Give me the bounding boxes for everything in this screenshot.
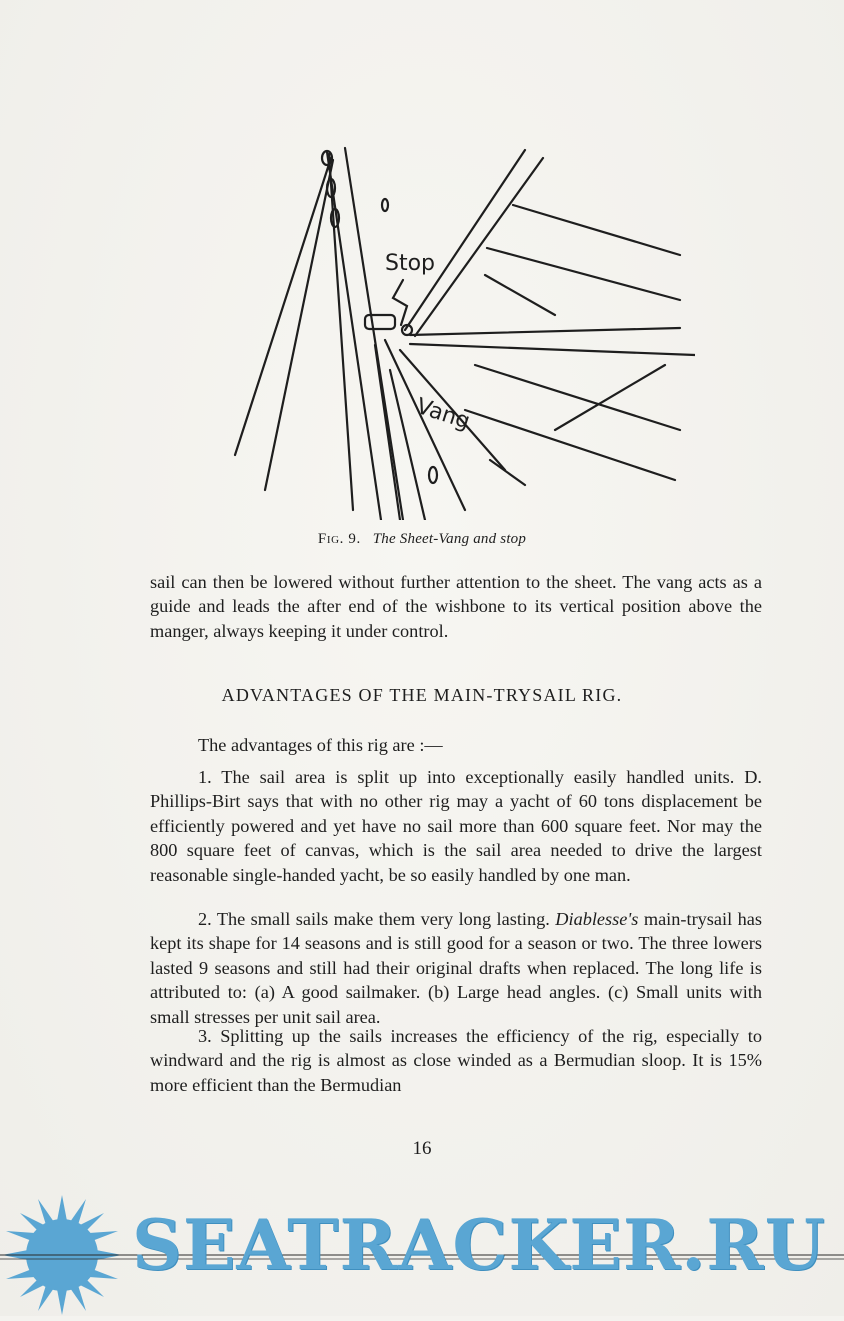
intro-paragraph: The advantages of this rig are :— [198,735,443,755]
figure-caption [0,531,844,548]
continuation-paragraph: sail can then be lowered without further attention to the sheet. The vang acts as a guide and leads the after end of the wishbone to its vertical position above the manger, always keeping it under control. [150,572,762,641]
page-number: 16 [412,1138,432,1159]
rigging-drawing [225,140,695,520]
section-heading: ADVANTAGES OF THE MAIN-TRYSAIL RIG. [221,685,623,705]
advantage-item-1: 1. The sail area is split up into exceptionally easily handled units. D. Phillips-Birt says that with no other rig may a yacht of 60 tons displacement be efficiently powered and yet have no sail more than 600 square feet. Nor may the 800 square feet of canvas, which is the sail area needed to drive the largest reasonable single-handed yacht, be so easily handled by one man. [150,767,762,885]
figure-number: Fig. 9. [317,531,361,547]
stop-label: Stop [385,251,436,276]
figure-title: The Sheet-Vang and stop [372,531,527,547]
yacht-name: Diablesse's [555,909,639,929]
advantage-item-3: 3. Splitting up the sails increases the efficiency of the rig, especially to windward and the rig is almost as close winded as a Bermudian sloop. It is 15% more efficient than the Bermudian [150,1026,762,1095]
vang-label: Vang [413,393,473,435]
advantage-item-2: 2. The small sails make them very long lasting. Diablesse's main-trysail has kept its shape for 14 seasons and is still good for a season or two. The three lowers lasted 9 seasons and still had their original drafts when replaced. The long life is attributed to: (a) A good sailmaker. (b) Large head angles. (c) Small units with small stresses per unit sail area. [150,909,762,1027]
watermark-text: SEATRACKER.RU [132,1205,826,1286]
sheet-vang-illustration [225,140,695,520]
